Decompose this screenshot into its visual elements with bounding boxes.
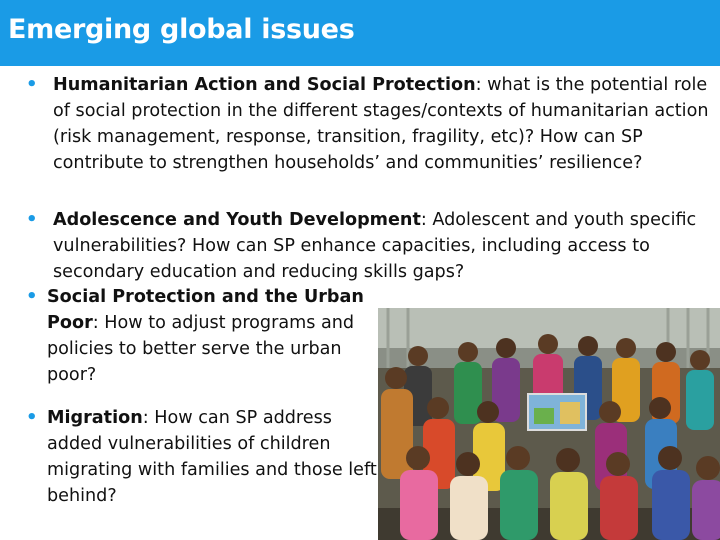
title-bar (0, 0, 720, 66)
bullet-term: Humanitarian Action and Social Protection (53, 75, 476, 95)
bullet-text: : How to adjust programs and policies to better serve the urban poor? (47, 313, 355, 385)
bullet-term: Social Protection and the Urban Poor (47, 287, 364, 333)
bullet-marker: • (26, 209, 38, 230)
bullet-marker: • (26, 74, 38, 95)
bullet-humanitarian-action (26, 72, 713, 176)
group-photo-illustration (378, 308, 720, 540)
group-photo (378, 308, 720, 540)
slide-title: Emerging global issues (8, 14, 355, 45)
bullet-term: Migration (47, 408, 143, 428)
bullet-term: Adolescence and Youth Development (53, 210, 421, 230)
bullet-text: : Adolescent and youth specific vulnerabilities? How can SP enhance capacities, including access to secondary education and reducing skills gaps? (53, 210, 697, 282)
bullet-migration (26, 405, 377, 509)
bullet-text: : what is the potential role of social protection in the different stages/contexts of humanitarian action (risk management, response, transition, fragility, etc)? How can SP contribute to strengthen households’ and communities’ resilience? (53, 75, 709, 173)
bullet-text: : How can SP address added vulnerabilities of children migrating with families and those left behind? (47, 408, 377, 506)
bullet-marker: • (26, 407, 38, 428)
bullet-urban-poor (26, 284, 377, 388)
bullet-marker: • (26, 286, 38, 307)
bullet-adolescence-youth (26, 207, 713, 285)
